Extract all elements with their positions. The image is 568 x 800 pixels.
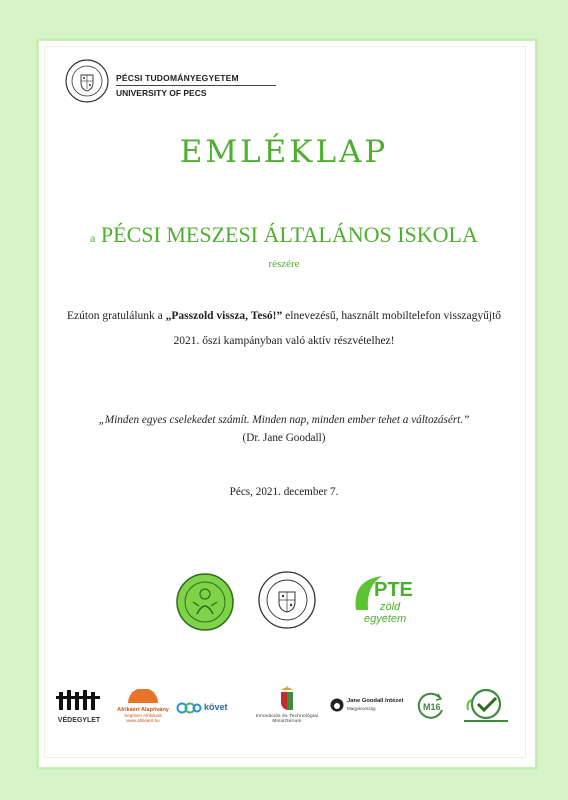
jane-goodall-face-icon [330,698,344,712]
recipient-name: PÉCSI MESZESI ÁLTALÁNOS ISKOLA [100,222,478,247]
afrikaert-name: Afrikáért Alapítvány [117,707,169,713]
kovet-label: követ [204,702,228,712]
afrikaert-slogan: Segítsen Afrikának [124,713,162,718]
m16-logo [414,690,446,722]
quote-text: „Minden egyes cselekedet számít. Minden nap, minden ember tehet a változásért.” [98,414,470,426]
campaign-name: „Passzold vissza, Tesó!” [165,310,283,322]
hungarian-coat-of-arms-icon [242,686,332,710]
university-name-en: UNIVERSITY OF PECS [116,88,207,98]
afrikaert-logo [112,688,174,722]
vedegylet-label: VÉDEGYLET [57,717,101,724]
kovet-infinity-icon [176,702,202,714]
vedegylet-figures-icon [56,688,102,712]
pte-logo-zold: zöld [380,601,401,613]
vedegylet-logo [56,688,102,722]
recipient-prefix: a [90,231,96,245]
sunrise-icon [112,689,174,703]
jgi-name: Jane Goodall Intézet [347,698,404,704]
pte-logo-text: PTE [374,579,413,601]
body-text-part1: Ezúton gratulálunk a [66,310,166,322]
certificate-body [60,304,508,354]
header-divider [116,85,276,86]
m16-label: M16 [423,702,441,712]
green-certification-badge-icon [458,686,514,726]
university-seal-icon [64,58,110,104]
green-school-seal-icon [175,572,235,632]
recipient-line [0,222,568,248]
kovet-logo [176,698,236,720]
ministry-name-line1: Innovációs és Technológiai [255,714,319,719]
ministry-name-line2: Minisztérium [272,719,302,724]
quote-author: (Dr. Jane Goodall) [242,432,326,444]
issue-date: Pécs, 2021. december 7. [229,486,339,498]
certificate-title: EMLÉKLAP [179,134,389,170]
afrikaert-url: www.afrikaert.hu [126,718,160,723]
ministry-logo [242,686,332,730]
university-name-hu: PÉCSI TUDOMÁNYEGYETEM [116,73,239,83]
jgi-country: Magyarország [347,706,376,711]
recipient-suffix: részére [268,258,300,270]
university-seal-large-icon [257,570,317,630]
university-header [64,58,364,110]
body-text-part2: elnevezésű, használt mobiltelefon visszagyűjtő 2021. őszi kampányban való aktív részvételhez! [173,310,502,347]
pte-green-university-logo [348,570,422,632]
pte-logo-egyetem: egyetem [364,613,407,625]
jane-goodall-institute-logo [330,696,410,718]
